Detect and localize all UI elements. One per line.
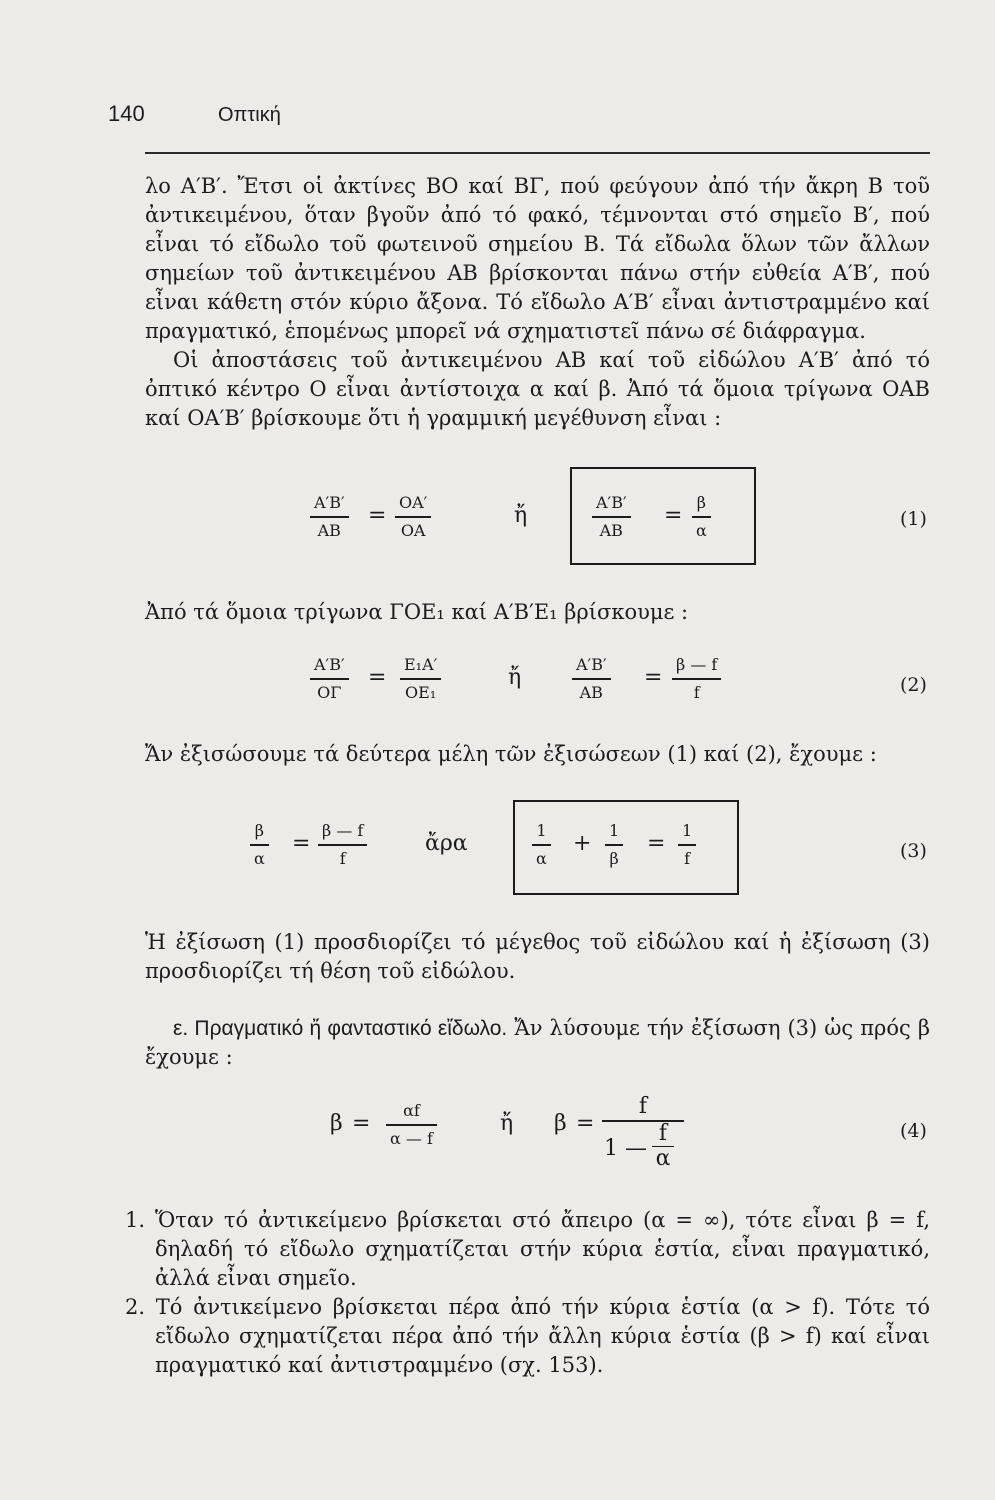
eq3-plus: + — [573, 831, 592, 856]
eq2-equals: = — [368, 665, 387, 690]
eq1-frac-2: ΟΑ′ ΟΑ — [395, 490, 431, 544]
eq4-lhs-2: β — [554, 1111, 567, 1136]
paragraph-4: Ἄν ἐξισώσουμε τά δεύτερα μέλη τῶν ἐξισώσεων (1) καί (2), ἔχουμε : — [145, 742, 877, 766]
eq3-ara: ἄρα — [425, 831, 468, 856]
eq1-equals-2: = — [664, 503, 683, 528]
eq1-frac-4: β α — [692, 490, 711, 544]
eq4-lhs: β — [330, 1111, 343, 1136]
header-rule — [145, 152, 930, 154]
eq3-label: (3) — [900, 840, 927, 862]
paragraph-1: λο Α′Β′. Ἔτσι οἱ ἀκτίνες ΒΟ καί ΒΓ, πού φεύγουν ἀπό τήν ἄκρη Β τοῦ ἀντικειμένου, ὅταν βγοῦν ἀπό τό φακό, τέμνονται στό σημεῖο Β′, πού εἶναι τό εἴδωλο τοῦ φωτεινοῦ σημείου Β. Τά εἴδωλα ὅλων τῶν ἄλλων σημείων τοῦ ἀντικειμένου ΑΒ βρίσκονται πάνω στήν εὐθεία Α′Β′, πού εἶναι κάθετη στόν κύριο ἄξονα. Τό εἴδωλο Α′Β′ εἶναι ἀντιστραμμένο καί πραγματικό, ἑπομένως μπορεῖ νά σχηματιστεῖ πάνω σέ διάφραγμα. Οἱ ἀποστάσεις τοῦ ἀντικειμένου ΑΒ καί τοῦ εἰδώλου Α′Β′ ἀπό τό ὀπτικό κέντρο Ο εἶναι ἀντίστοιχα α καί β. Ἀπό τά ὅμοια τρίγωνα ΟΑΒ καί ΟΑ′Β′ βρίσκουμε ὅτι ἡ γραμμική μεγέθυνση εἶναι : — [145, 172, 930, 433]
eq1-label: (1) — [900, 508, 927, 530]
eq1-or: ἤ — [514, 503, 528, 528]
eq2-label: (2) — [900, 674, 927, 696]
eq4-or: ἤ — [500, 1111, 514, 1136]
eq1-frac-1: Α′Β′ ΑΒ — [310, 490, 349, 544]
eq3-equals-2: = — [647, 831, 666, 856]
eq4-frac-1: αf α — f — [386, 1098, 437, 1152]
eq2-equals-2: = — [644, 665, 663, 690]
list-item-1: 1. Ὅταν τό ἀντικείμενο βρίσκεται στό ἄπειρο (α = ∞), τότε εἶναι β = f, δηλαδή τό εἴδωλο σχηματίζεται στήν κύρια ἑστία, εἶναι πραγματικό, ἀλλά εἶναι σημεῖο. — [125, 1208, 930, 1290]
list-item-2: 2. Τό ἀντικείμενο βρίσκεται πέρα ἀπό τήν κύρια ἑστία (α > f). Τότε τό εἴδωλο σχηματίζεται πέρα ἀπό τήν ἄλλη κύρια ἑστία (β > f) καί εἶναι πραγματικό καί ἀντιστραμμένο (σχ. 153). — [125, 1295, 930, 1377]
list — [125, 1206, 930, 1380]
paragraph-6: ε. Πραγματικό ἤ φανταστικό εἴδωλο. Ἄν λύσουμε τήν ἐξίσωση (3) ὡς πρός β ἔχουμε : — [145, 1016, 930, 1069]
eq1-frac-3: Α′Β′ ΑΒ — [592, 490, 631, 544]
eq1-equals: = — [368, 503, 387, 528]
eq3-frac-3: 1 α — [532, 818, 551, 872]
eq2-frac-3: Α′Β′ ΑΒ — [572, 652, 611, 706]
eq4-equals-2: = — [576, 1111, 595, 1136]
eq2-or: ἤ — [508, 665, 522, 690]
paragraph-3: Ἀπό τά ὅμοια τρίγωνα ΓΟΕ₁ καί Α′Β′Ε₁ βρίσκουμε : — [145, 600, 689, 624]
eq3-frac-5: 1 f — [678, 818, 696, 872]
eq4-equals: = — [352, 1111, 371, 1136]
eq2-frac-4: β — f f — [672, 652, 721, 706]
eq3-frac-4: 1 β — [605, 818, 623, 872]
eq4-label: (4) — [900, 1120, 927, 1142]
eq3-equals: = — [292, 831, 311, 856]
section-title: Οπτική — [218, 104, 281, 126]
eq2-frac-1: Α′Β′ ΟΓ — [310, 652, 349, 706]
eq4-frac-2: f 1 — f α — [602, 1094, 684, 1178]
paragraph-5: Ἡ ἐξίσωση (1) προσδιορίζει τό μέγεθος τοῦ εἰδώλου καί ἡ ἐξίσωση (3) προσδιορίζει τή θέση τοῦ εἰδώλου. — [145, 930, 930, 983]
page-number: 140 — [108, 101, 145, 126]
eq3-frac-1: β α — [250, 818, 269, 872]
eq3-frac-2: β — f f — [318, 818, 367, 872]
paragraph-2: Οἱ ἀποστάσεις τοῦ ἀντικειμένου ΑΒ καί τοῦ εἰδώλου Α′Β′ ἀπό τό ὀπτικό κέντρο Ο εἶναι ἀντίστοιχα α καί β. Ἀπό τά ὅμοια τρίγωνα ΟΑΒ καί ΟΑ′Β′ βρίσκουμε ὅτι ἡ γραμμική μεγέθυνση εἶναι : — [145, 348, 930, 430]
subsection-heading: ε. Πραγματικό ἤ φανταστικό εἴδωλο. — [173, 1017, 508, 1040]
eq2-frac-2: Ε₁Α′ ΟΕ₁ — [400, 652, 441, 706]
